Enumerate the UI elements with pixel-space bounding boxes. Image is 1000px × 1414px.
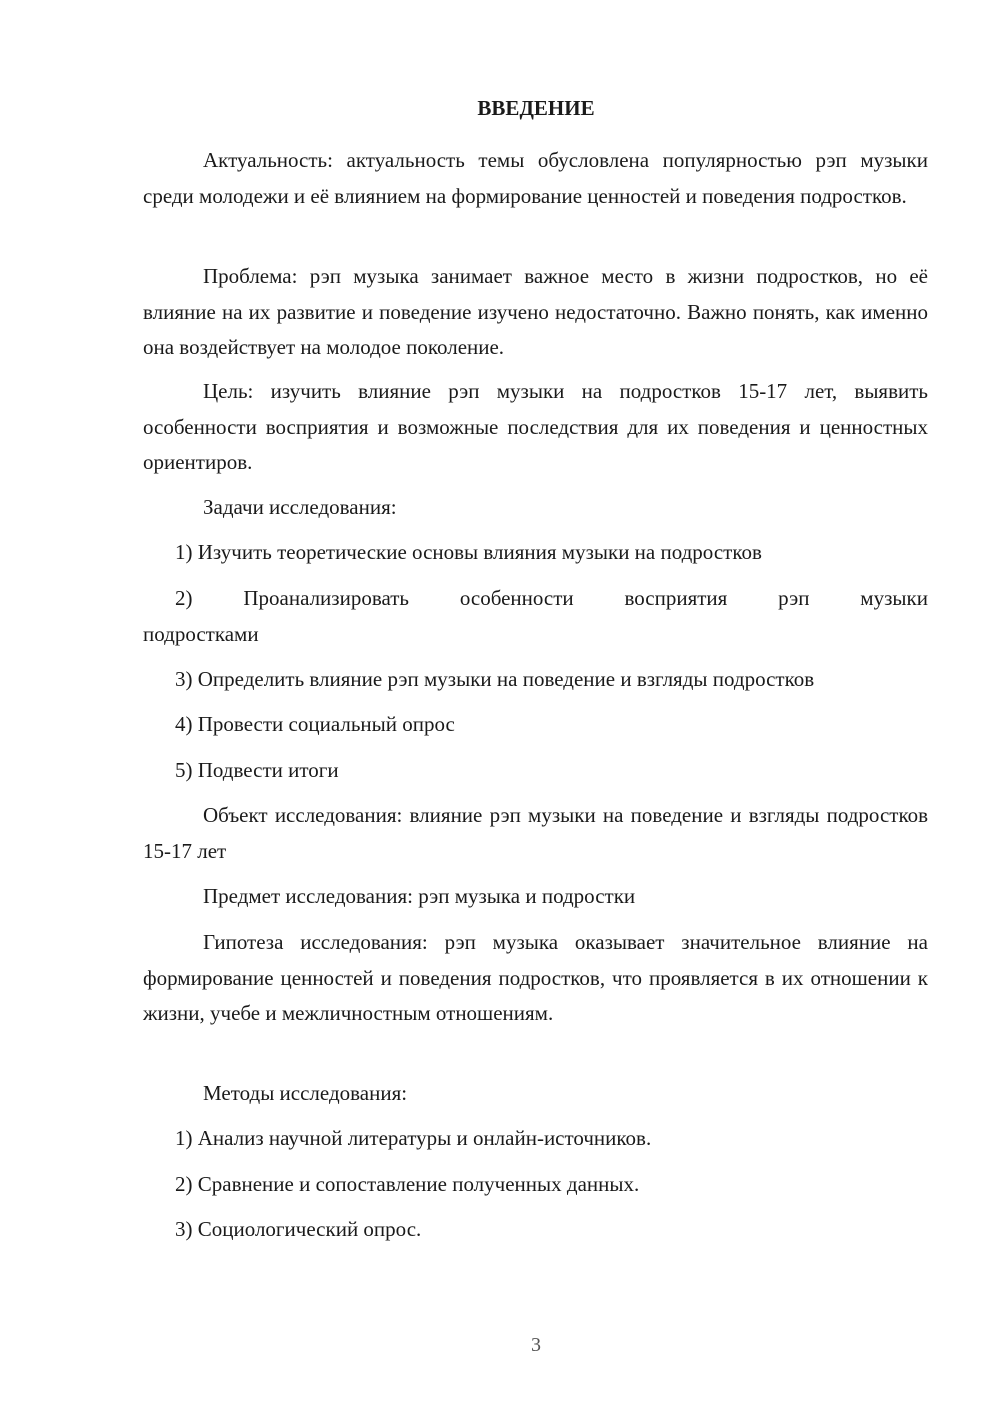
task-item-4: 4) Провести социальный опрос xyxy=(175,712,455,736)
tasks-heading: Задачи исследования: xyxy=(203,495,397,519)
paragraph-hypothesis: Гипотеза исследования: рэп музыка оказывает значительное влияние на формирование ценностей и поведения подростков, что проявляется в их отношении к жизни, учебе и межличностным отношениям. xyxy=(143,930,928,1025)
paragraph-relevance: Актуальность: актуальность темы обусловлена популярностью рэп музыки среди молодежи и её влиянием на формирование ценностей и поведения подростков. xyxy=(143,148,928,208)
page-number: 3 xyxy=(531,1334,541,1356)
methods-heading: Методы исследования: xyxy=(203,1081,408,1105)
task-item-1: 1) Изучить теоретические основы влияния музыки на подростков xyxy=(175,540,762,564)
paragraph-goal: Цель: изучить влияние рэп музыки на подростков 15-17 лет, выявить особенности восприятия и возможные последствия для их поведения и ценностных ориентиров. xyxy=(143,379,928,474)
page-title: ВВЕДЕНИЕ xyxy=(477,96,595,120)
task-item-5: 5) Подвести итоги xyxy=(175,758,339,782)
method-item-1: 1) Анализ научной литературы и онлайн-источников. xyxy=(175,1126,652,1150)
task-item-3: 3) Определить влияние рэп музыки на поведение и взгляды подростков xyxy=(175,667,815,691)
paragraph-object: Объект исследования: влияние рэп музыки на поведение и взгляды подростков 15-17 лет xyxy=(143,803,928,863)
paragraph-problem: Проблема: рэп музыка занимает важное место в жизни подростков, но её влияние на их развитие и поведение изучено недостаточно. Важно понять, как именно она воздействует на молодое поколение. xyxy=(143,264,928,359)
method-item-2: 2) Сравнение и сопоставление полученных данных. xyxy=(175,1172,640,1196)
task-item-2-word: рэп xyxy=(778,586,810,610)
method-item-3: 3) Социологический опрос. xyxy=(175,1217,422,1241)
task-item-2-word: восприятия xyxy=(624,586,728,610)
task-item-2 xyxy=(143,581,928,652)
task-item-2-first-line xyxy=(143,581,928,617)
task-item-2-word: музыки xyxy=(860,586,928,610)
task-item-2-second-line: подростками xyxy=(143,621,259,646)
paragraph-subject: Предмет исследования: рэп музыка и подростки xyxy=(203,884,636,908)
task-item-2-word: Проанализировать xyxy=(243,586,409,610)
task-item-2-word: 2) xyxy=(175,586,193,610)
task-item-2-word: особенности xyxy=(459,586,574,610)
